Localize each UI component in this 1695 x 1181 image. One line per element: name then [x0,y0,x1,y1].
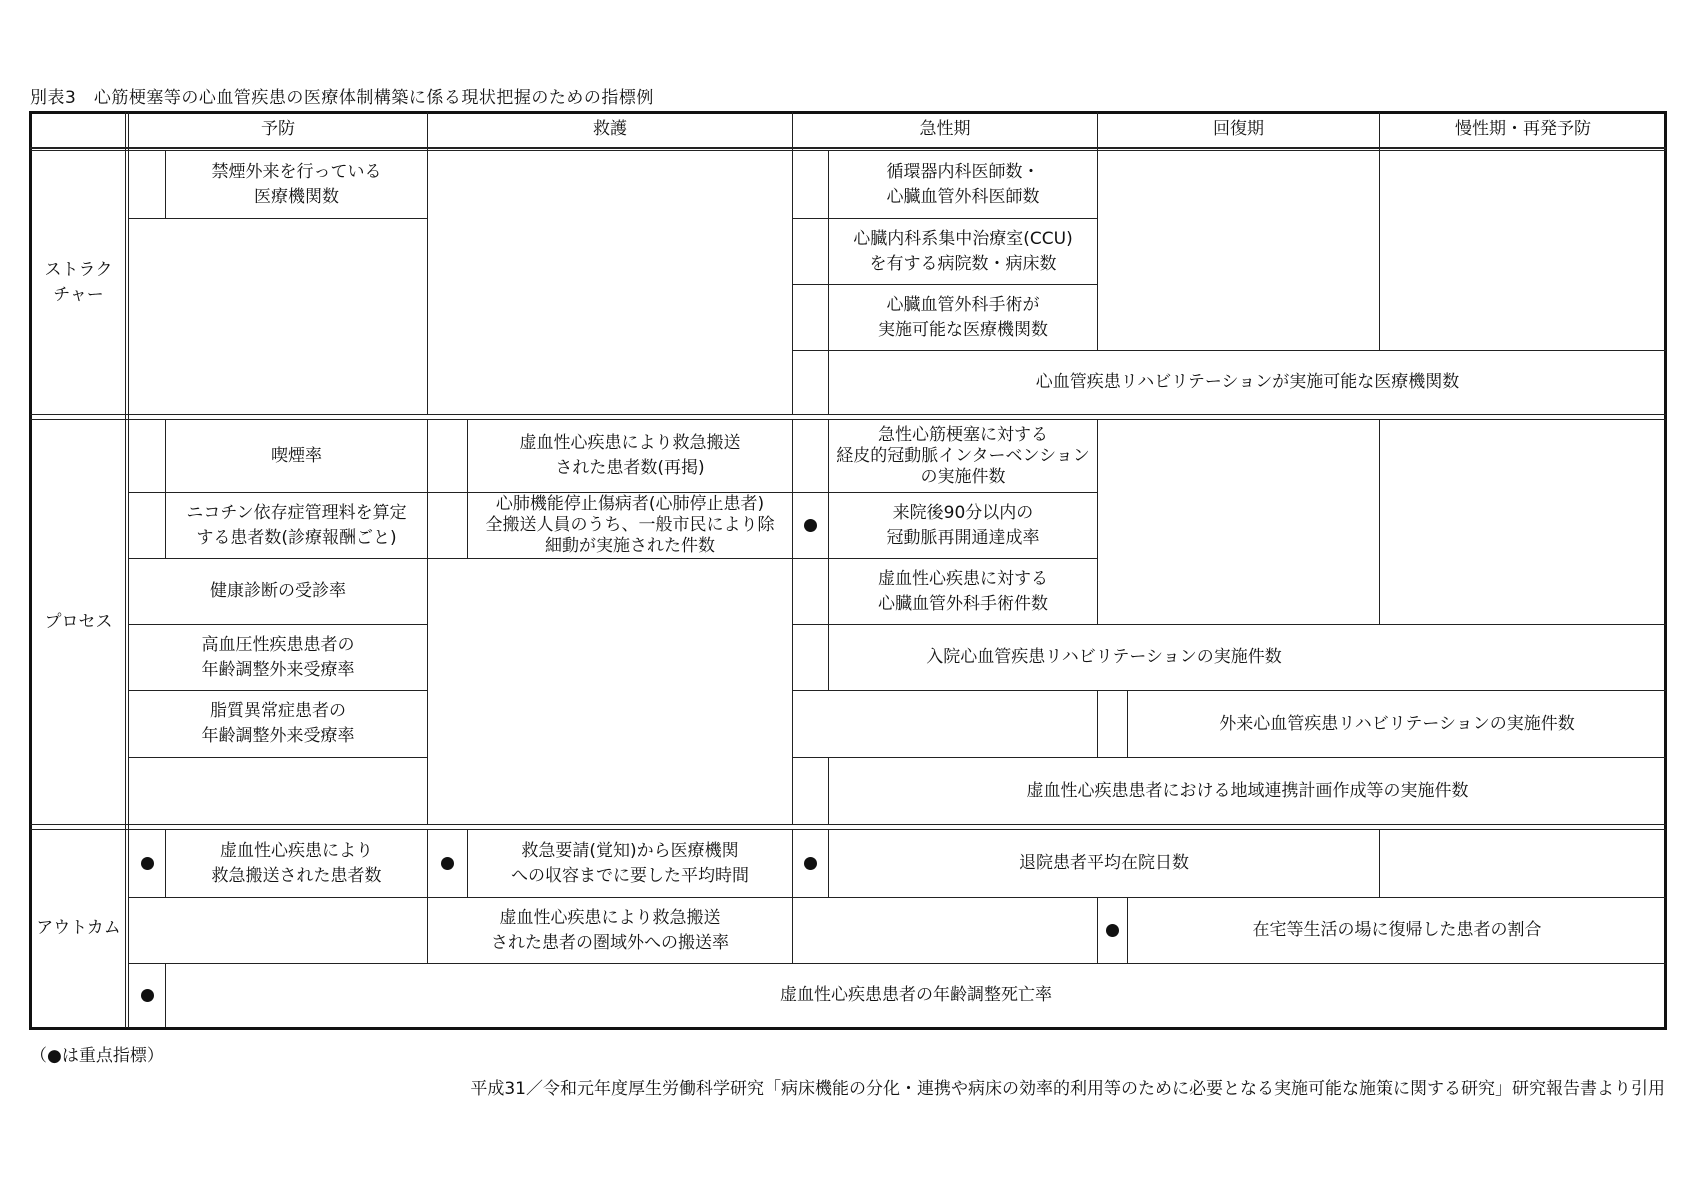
process-hypertension: 高血圧性疾患患者の 年齢調整外来受療率 [201,634,355,680]
grid-line [792,151,793,414]
row-label-process: プロセス [44,611,113,632]
process-dyslipidemia: 脂質異常症患者の 年齢調整外来受療率 [201,701,355,746]
process-pci: 急性心筋梗塞に対する 経皮的冠動脈インターベンション の実施件数 [836,424,1090,487]
structure-rehab-facilities: 心血管疾患リハビリテーションが実施可能な医療機関数 [1035,372,1460,392]
structure-cardio-doctors: 循環器内科医師数・ 心臓血管外科医師数 [886,161,1040,207]
outcome-length-of-stay: 退院患者平均在院日数 [1019,853,1189,873]
structure-cv-surgery: 心臓血管外科手術が 実施可能な医療機関数 [878,294,1048,340]
process-inpatient-rehab: 入院心血管疾患リハビリテーションの実施件数 [926,647,1282,667]
header-chronic: 慢性期・再発予防 [1455,119,1591,139]
grid-line [427,420,428,824]
process-smoking-rate: 喫煙率 [271,445,322,466]
header-prevention: 予防 [261,119,295,139]
grid-line [1097,151,1098,350]
process-ischemic-surgery: 虚血性心疾患に対する 心臓血管外科手術件数 [878,568,1048,614]
process-outpatient-rehab: 外来心血管疾患リハビリテーションの実施件数 [1219,713,1575,734]
grid-line [125,112,126,1028]
header-rescue: 救護 [593,119,627,139]
table-title: 別表3 心筋梗塞等の心血管疾患の医療体制構築に係る現状把握のための指標例 [30,88,654,108]
outcome-home-return: 在宅等生活の場に復帰した患者の割合 [1252,920,1542,940]
grid-line [129,218,427,219]
outcome-response-time: 救急要請(覚知)から医療機関 への収容までに要した平均時間 [511,840,749,886]
priority-marker [1098,898,1127,963]
process-checkup: 健康診断の受診率 [210,581,346,601]
grid-line [1097,690,1098,757]
outcome-ischemic-transport: 虚血性心疾患により 救急搬送された患者数 [211,840,382,886]
grid-line [427,151,428,414]
grid-line [1379,420,1380,624]
grid-line [1097,420,1098,624]
process-door-to-balloon: 来院後90分以内の 冠動脈再開通達成率 [886,502,1040,548]
priority-note: （●は重点指標） [30,1046,164,1066]
priority-marker [428,830,467,897]
grid-line [1379,151,1380,350]
row-label-structure: ストラク チャー [44,259,113,305]
source-citation: 平成31／令和元年度厚生労働科学研究「病床機能の分化・連携や病床の効率的利用等のために必要となる実施可能な施策に関する研究」研究報告書より引用 [470,1079,1665,1099]
priority-marker [793,493,828,558]
outcome-mortality: 虚血性心疾患患者の年齢調整死亡率 [780,985,1052,1005]
header-recovery: 回復期 [1213,119,1264,139]
grid-line [1379,830,1380,897]
header-acute: 急性期 [919,119,971,139]
outcome-outside-area: 虚血性心疾患により救急搬送 された患者の圏域外への搬送率 [491,907,729,953]
process-cardiac-arrest: 心肺機能停止傷病者(心肺停止患者) 全搬送人員のうち、一般市民により除 細動が実施された件数 [485,494,775,556]
grid-line [30,824,1666,825]
row-label-outcome: アウトカム [36,918,121,938]
grid-line [30,414,1666,415]
priority-marker [129,830,165,897]
priority-marker [129,964,165,1027]
priority-marker [793,830,828,897]
structure-smoking-clinic: 禁煙外来を行っている 医療機関数 [211,161,382,207]
process-nicotine: ニコチン依存症管理料を算定 する患者数(診療報酬ごと) [186,502,407,548]
process-ischemic-transport: 虚血性心疾患により救急搬送 された患者数(再掲) [519,433,741,478]
grid-line [129,757,427,758]
grid-line [30,147,1666,149]
grid-line [792,420,793,824]
process-regional-plan: 虚血性心疾患患者における地域連携計画作成等の実施件数 [1026,780,1469,801]
structure-ccu: 心臓内科系集中治療室(CCU) を有する病院数・病床数 [853,228,1073,274]
